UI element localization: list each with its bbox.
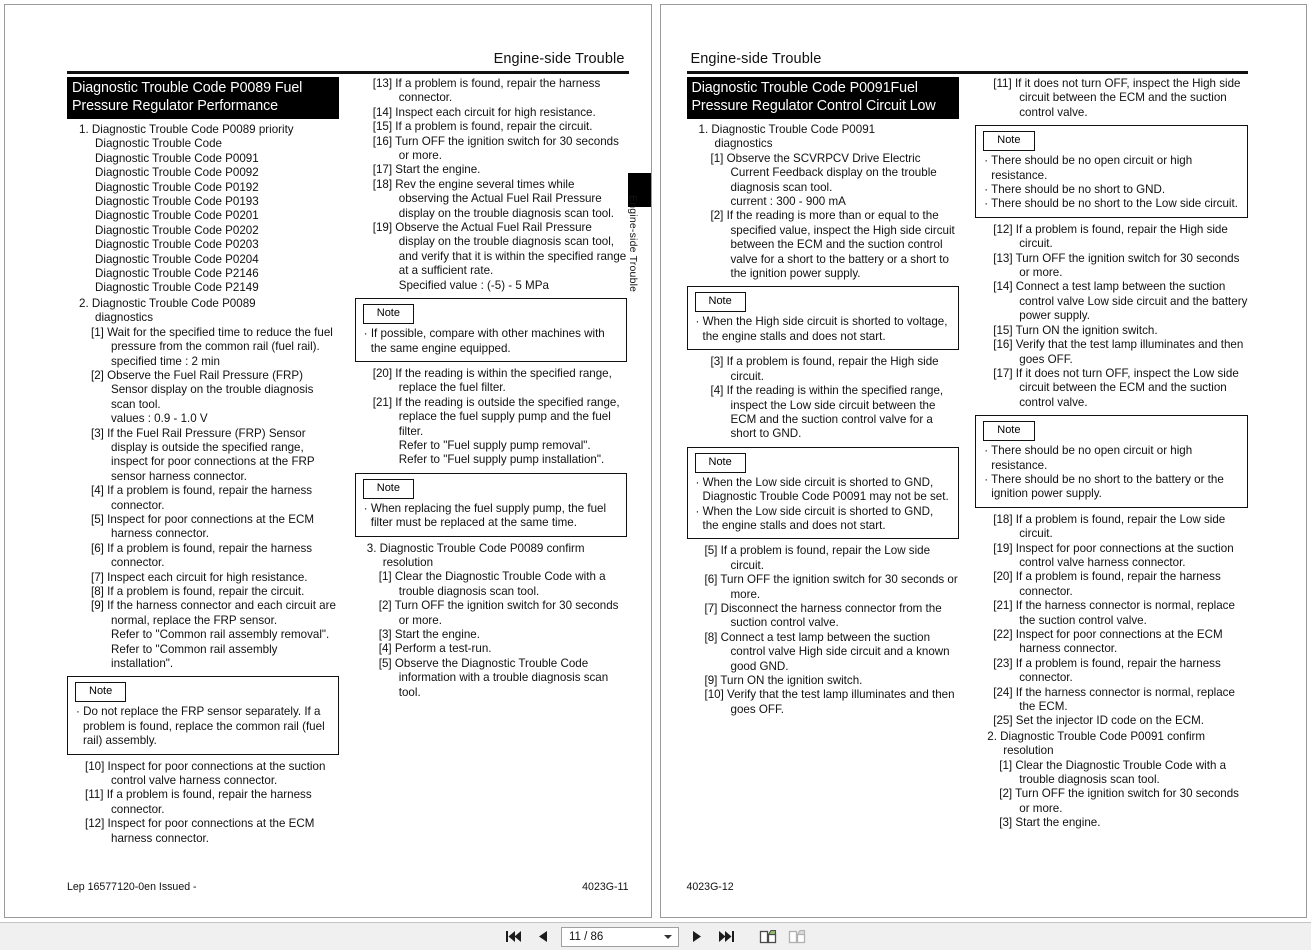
step-item: [17] If it does not turn OFF, inspect the Low side circuit between the ECM and the suction control valve. [993, 366, 1239, 409]
step-spec: values : 0.9 - 1.0 V [111, 412, 208, 426]
viewer-toolbar [0, 922, 1311, 950]
list-item: Diagnostic Trouble Code P0192 [95, 180, 259, 194]
side-tab-label: Engine-side Trouble [626, 195, 639, 293]
section-banner: Diagnostic Trouble Code P0089 Fuel Pressure Regulator Performance [67, 77, 339, 119]
note-line: · There should be no open circuit or high resistance. [984, 154, 1193, 182]
note-line: · When the Low side circuit is shorted to GND, the engine stalls and does not start. [695, 504, 934, 532]
note-box [355, 298, 627, 362]
step-item: [20] If the reading is within the specified range, replace the fuel filter. [372, 366, 612, 395]
step-item: [25] Set the injector ID code on the ECM. [993, 714, 1204, 728]
step-item: [5] If a problem is found, repair the Low side circuit. [704, 544, 931, 572]
step-item: [13] Turn OFF the ignition switch for 30 seconds or more. [993, 251, 1240, 280]
note-line: · There should be no short to the Low side circuit. [984, 197, 1238, 211]
step-item: [15] Turn ON the ignition switch. [993, 323, 1158, 337]
step-item: [11] If a problem is found, repair the harness connector. [85, 788, 312, 816]
note-line: · There should be no short to GND. [984, 183, 1166, 197]
note-tag: Note [695, 292, 746, 312]
step-item: [8] If a problem is found, repair the circuit. [91, 585, 305, 598]
list-item: Diagnostic Trouble Code P2146 [95, 267, 259, 281]
last-page-button[interactable] [715, 926, 737, 948]
step-item: [21] If the reading is outside the specified range, replace the fuel supply pump and the fuel filter. [372, 395, 620, 438]
heading-diagnostics-cont: diagnostics [95, 311, 154, 325]
list-item: Diagnostic Trouble Code P2149 [95, 281, 259, 295]
note-box [687, 286, 960, 350]
step-item: [17] Start the engine. [372, 163, 481, 177]
step-item: [5] Inspect for poor connections at the ECM harness connector. [91, 512, 314, 541]
step-refer: Refer to "Common rail assembly removal". [111, 628, 330, 642]
step-item: [1] Wait for the specified time to reduce the fuel pressure from the common rail (fuel rail). [91, 325, 333, 354]
next-page-button[interactable] [686, 926, 708, 948]
step-item: [2] Observe the Fuel Rail Pressure (FRP) Sensor display on the trouble diagnosis scan tool. [91, 368, 314, 411]
note-line: · There should be no short to the battery or the ignition power supply. [984, 472, 1224, 501]
footer-page-number-right: 4023G-12 [686, 881, 734, 893]
page-columns-right [687, 77, 1255, 865]
page-number-input[interactable] [561, 927, 679, 947]
step-item: [4] If the reading is within the specified range, inspect the Low side circuit between the ECM and the suction control valve for a short to GND. [710, 384, 944, 441]
list-item: Diagnostic Trouble Code P0201 [95, 209, 259, 223]
header-rule-left [67, 71, 629, 74]
list-item: Diagnostic Trouble Code P0092 [95, 166, 259, 180]
note-box [355, 473, 627, 537]
first-page-button[interactable] [503, 926, 525, 948]
step-item: [10] Verify that the test lamp illuminates and then goes OFF. [704, 688, 955, 716]
note-tag: Note [983, 131, 1034, 151]
note-line: · If possible, compare with other machines with the same engine equipped. [363, 327, 605, 355]
step-item: [9] If the harness connector and each circuit are normal, replace the FRP sensor. [91, 599, 336, 627]
step-item: [16] Verify that the test lamp illuminates and then goes OFF. [993, 338, 1244, 366]
step-item: [19] Inspect for poor connections at the suction control valve harness connector. [993, 541, 1234, 569]
step-item: [15] If a problem is found, repair the circuit. [372, 120, 593, 134]
step-item: [3] Start the engine. [378, 628, 480, 641]
footer-page-number-left: 4023G-11 [582, 881, 629, 893]
heading-priority: 1. Diagnostic Trouble Code P0089 priority [79, 123, 294, 136]
page-number-value: 11 / 86 [569, 930, 604, 943]
step-item: [24] If the harness connector is normal, replace the ECM. [993, 685, 1235, 714]
section-banner: Diagnostic Trouble Code P0091Fuel Pressure Regulator Control Circuit Low [687, 77, 960, 119]
note-tag: Note [695, 453, 746, 473]
step-item: [3] If the Fuel Rail Pressure (FRP) Sensor display is outside the specified range, inspect for poor connections at the FRP sensor harness connector. [91, 426, 315, 483]
single-page-view-button[interactable] [757, 926, 779, 948]
note-tag: Note [75, 682, 126, 702]
step-item: [7] Disconnect the harness connector from the suction control valve. [704, 601, 942, 630]
heading-diagnostics: 1. Diagnostic Trouble Code P0091 [698, 123, 876, 136]
step-item: [22] Inspect for poor connections at the ECM harness connector. [993, 628, 1223, 656]
page-left[interactable] [4, 4, 652, 918]
step-item: [14] Connect a test lamp between the suction control valve Low side circuit and the battery power supply. [993, 280, 1248, 323]
right-page-column-2 [975, 77, 1254, 865]
page-columns-left [67, 77, 633, 865]
page-right[interactable] [660, 4, 1308, 918]
list-item: Diagnostic Trouble Code P0203 [95, 238, 259, 252]
step-item: [4] If a problem is found, repair the harness connector. [91, 484, 313, 512]
step-item: [19] Observe the Actual Fuel Rail Pressure display on the trouble diagnosis scan tool, and verify that it is within the specified range at a sufficient rate. [372, 221, 627, 278]
note-line: · There should be no open circuit or high resistance. [984, 444, 1193, 472]
step-refer: Refer to "Common rail assembly installation". [111, 642, 278, 671]
step-item: [5] Observe the Diagnostic Trouble Code information with a trouble diagnosis scan tool. [378, 656, 609, 699]
footer-issue-left: Lep 16577120-0en Issued - [67, 881, 197, 893]
step-item: [3] Start the engine. [999, 816, 1101, 830]
step-item: [2] Turn OFF the ignition switch for 30 seconds or more. [999, 787, 1239, 815]
running-head-right: Engine-side Trouble [690, 51, 822, 67]
list-item: Diagnostic Trouble Code P0091 [95, 151, 259, 165]
step-item: [18] If a problem is found, repair the Low side circuit. [993, 512, 1226, 541]
step-spec: current : 300 - 900 mA [730, 195, 846, 209]
facing-pages-view-button[interactable] [786, 926, 808, 948]
heading-confirm-resolution-cont: resolution [382, 555, 434, 569]
step-item: [11] If it does not turn OFF, inspect the High side circuit between the ECM and the suction control valve. [993, 77, 1241, 119]
note-box [975, 125, 1248, 218]
chevron-down-icon[interactable] [664, 935, 672, 939]
heading-diagnostics: 2. Diagnostic Trouble Code P0089 [79, 296, 256, 310]
step-spec: Specified value : (-5) - 5 MPa [398, 278, 549, 292]
list-item: Diagnostic Trouble Code P0202 [95, 223, 259, 237]
right-page-column-1 [687, 77, 966, 865]
step-item: [8] Connect a test lamp between the suction control valve High side circuit and a known good GND. [704, 630, 950, 673]
note-line: · When the Low side circuit is shorted to GND, Diagnostic Trouble Code P0091 may not be set. [695, 475, 949, 504]
heading-confirm-resolution: 3. Diagnostic Trouble Code P0089 confirm [366, 541, 585, 555]
note-line: · When the High side circuit is shorted to voltage, the engine stalls and does not start. [695, 315, 948, 343]
step-item: [1] Clear the Diagnostic Trouble Code with a trouble diagnosis scan tool. [999, 758, 1227, 787]
note-tag: Note [983, 421, 1034, 441]
list-item: Diagnostic Trouble Code P0204 [95, 252, 259, 266]
note-line: · When replacing the fuel supply pump, the fuel filter must be replaced at the same time. [363, 501, 607, 530]
note-box [67, 676, 339, 754]
step-item: [14] Inspect each circuit for high resistance. [372, 105, 596, 119]
step-item: [1] Clear the Diagnostic Trouble Code with a trouble diagnosis scan tool. [378, 570, 606, 598]
step-item: [2] If the reading is more than or equal to the specified value, inspect the High side circuit between the ECM and the suction control valve for a short to the battery or a short to the ignition power supply. [710, 209, 955, 281]
step-item: [20] If a problem is found, repair the harness connector. [993, 570, 1221, 598]
heading-confirm-resolution-cont: resolution [1003, 744, 1054, 758]
note-tag: Note [363, 479, 414, 499]
step-item: [18] Rev the engine several times while observing the Actual Fuel Rail Pressure display on the trouble diagnosis scan tool. [372, 177, 615, 220]
step-item: [23] If a problem is found, repair the harness connector. [993, 656, 1221, 685]
step-item: [2] Turn OFF the ignition switch for 30 seconds or more. [378, 599, 619, 627]
header-rule-right [687, 71, 1249, 74]
heading-confirm-resolution: 2. Diagnostic Trouble Code P0091 confirm [987, 729, 1206, 743]
note-box [687, 447, 960, 540]
step-item: [21] If the harness connector is normal, replace the suction control valve. [993, 599, 1235, 627]
note-tag: Note [363, 304, 414, 324]
step-item: [6] Turn OFF the ignition switch for 30 seconds or more. [704, 573, 958, 601]
list-item: Diagnostic Trouble Code P0193 [95, 195, 259, 209]
heading-diagnostics-cont: diagnostics [714, 137, 773, 151]
step-refer: Refer to "Fuel supply pump removal". [398, 438, 591, 452]
step-item: [12] If a problem is found, repair the High side circuit. [993, 222, 1228, 251]
left-page-column-1 [67, 77, 345, 865]
dtc-priority-list [67, 137, 339, 295]
step-refer: Refer to "Fuel supply pump installation". [398, 453, 605, 467]
step-spec: specified time : 2 min [111, 354, 220, 368]
step-item: [12] Inspect for poor connections at the ECM harness connector. [85, 817, 315, 845]
step-item: [6] If a problem is found, repair the harness connector. [91, 541, 313, 570]
step-item: [13] If a problem is found, repair the harness connector. [372, 77, 601, 105]
list-item: Diagnostic Trouble Code [95, 137, 222, 151]
step-item: [4] Perform a test-run. [378, 642, 492, 656]
step-item: [16] Turn OFF the ignition switch for 30 seconds or more. [372, 134, 619, 163]
step-item: [1] Observe the SCVRPCV Drive Electric Current Feedback display on the trouble diagnosis scan tool. [710, 151, 937, 194]
running-head-left: Engine-side Trouble [493, 51, 625, 67]
step-item: [9] Turn ON the ignition switch. [704, 674, 863, 687]
note-box [975, 415, 1248, 508]
note-line: · Do not replace the FRP sensor separately. If a problem is found, replace the common rail (fuel rail) assembly. [76, 705, 325, 748]
step-item: [7] Inspect each circuit for high resistance. [91, 570, 308, 584]
step-item: [10] Inspect for poor connections at the suction control valve harness connector. [85, 759, 326, 788]
previous-page-button[interactable] [532, 926, 554, 948]
step-item: [3] If a problem is found, repair the High side circuit. [710, 355, 939, 383]
left-page-column-2 [355, 77, 633, 865]
